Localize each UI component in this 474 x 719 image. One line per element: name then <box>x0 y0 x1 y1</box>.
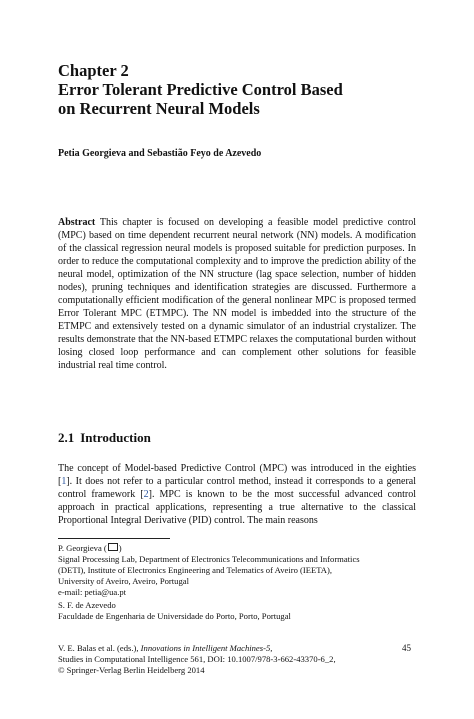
section-number: 2.1 <box>58 430 75 445</box>
page-number: 45 <box>402 643 411 653</box>
section-heading <box>58 430 151 446</box>
chapter-title-line-1: Error Tolerant Predictive Control Based <box>58 80 343 99</box>
footnote-author-2 <box>58 600 418 622</box>
intro-text-3: ]. MPC is known to be the most successful advanced control approach in practical applications, representing a true alternative to the classical Proportional Integral Derivative (PID) control. The main reasons <box>58 489 416 526</box>
footnote-author-1-name <box>58 543 418 554</box>
footer-copyright: © Springer-Verlag Berlin Heidelberg 2014 <box>58 665 205 675</box>
intro-paragraph <box>58 462 416 527</box>
footer-series: Studies in Computational Intelligence 561, DOI: 10.1007/978-3-662-43370-6_2, <box>58 654 336 664</box>
citation-link-2[interactable]: 2 <box>143 489 149 500</box>
section-title: Introduction <box>80 430 151 445</box>
footnote-author-1-name-text: P. Georgieva ( <box>58 543 107 553</box>
footer-editors-line <box>58 643 418 654</box>
envelope-icon <box>108 543 118 551</box>
citation-link-1[interactable]: 1 <box>61 476 67 487</box>
footnote-author-1-name-close: ) <box>118 543 122 553</box>
footnote-author-1-line: Signal Processing Lab, Department of Electronics Telecommunications and Informatics <box>58 554 360 564</box>
footer-editors: V. E. Balas et al. (eds.), <box>58 643 141 653</box>
footer-book-suffix: , <box>270 643 273 653</box>
abstract <box>58 216 416 372</box>
citation-footer <box>58 643 418 676</box>
intro-text-1: The concept of Model-based Predictive Control (MPC) was introduced in the eighties [ <box>58 463 416 487</box>
abstract-label: Abstract <box>58 217 96 228</box>
chapter-title-line-2: on Recurrent Neural Models <box>58 99 260 118</box>
authors: Petia Georgieva and Sebastião Feyo de Azevedo <box>58 148 262 159</box>
chapter-label: Chapter 2 <box>58 61 129 80</box>
abstract-text: This chapter is focused on developing a feasible model predictive control (MPC) based on time dependent recurrent neural network (NN) models. A modification of the classical regression neural models is proposed suitable for prediction purposes. In order to reduce the computational complexity and to improve the prediction ability of the neural model, optimization of the NN structure (lag space selection, number of hidden nodes), pruning techniques and identification strategies are discussed. Furthermore a computationally efficient modification of the general nonlinear MPC is proposed termed Error Tolerant MPC (ETMPC). The NN model is imbedded into the structure of the ETMPC and extensively tested on a dynamic simulator of an industrial crystalizer. The results demonstrate that the NN-based ETMPC relaxes the computational burden without losing closed loop performance and can complement other solutions for feasible industrial real time control. <box>58 217 416 371</box>
footnote-author-2-affiliation: Faculdade de Engenharia de Universidade do Porto, Porto, Portugal <box>58 611 291 621</box>
footnote-author-1-line: (DETI), Institute of Electronics Engineering and Telematics of Aveiro (IEETA), <box>58 565 333 575</box>
footnote-author-1-line: University of Aveiro, Aveiro, Portugal <box>58 576 189 586</box>
footnote-author-1 <box>58 543 418 598</box>
footer-book-title: Innovations in Intelligent Machines-5 <box>140 643 271 653</box>
footnote-author-2-name: S. F. de Azevedo <box>58 600 116 610</box>
intro-text-2: ]. It does not refer to a particular control method, instead it corresponds to a general control framework [ <box>58 476 416 500</box>
footnote-divider <box>58 538 170 539</box>
footnote-author-1-email[interactable]: e-mail: petia@ua.pt <box>58 587 127 597</box>
